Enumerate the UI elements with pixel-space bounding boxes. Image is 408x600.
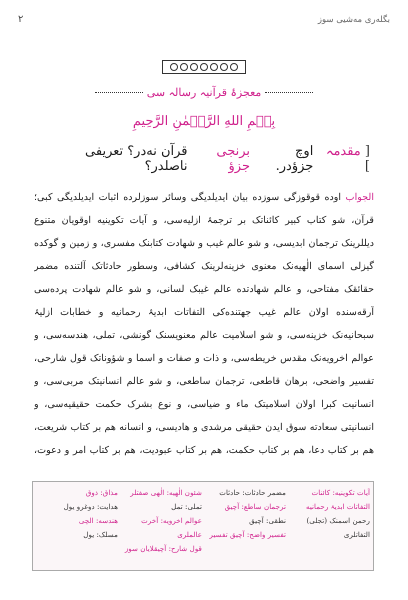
glossary-entry: التفاتات ابدیۂ رحمانیه (306, 502, 370, 511)
glossary-entry: عوالم اخرویه: آخرت عالملری (141, 516, 202, 539)
glossary-box (32, 481, 374, 571)
glossary-entry: هدایت: دوغرو یول (63, 502, 118, 511)
question-line (40, 144, 370, 174)
glossary-entry: مذاق: ذوق (85, 488, 118, 497)
running-title: بگلەری مەشیی سوز (317, 15, 390, 25)
glossary-column (288, 486, 370, 566)
glossary-entry: تملی: تمل (171, 502, 202, 511)
basmala: بِسۡمِ اللهِ الرَّحۡمٰنِ الرَّحِيمِ (132, 114, 276, 129)
page-number: ٢ (18, 14, 24, 25)
glossary-entry: هندسه: الچی (78, 516, 118, 525)
treatise-subtitle: معجزۂ قرآنیہ رسالہ سی (146, 85, 262, 99)
answer-label: الجواب (345, 192, 374, 203)
question-part: قرآن نەدر؟ تعریفی ناصلدر؟ (85, 144, 188, 174)
question-highlight: برنجی جزؤ (216, 144, 250, 174)
section-label: [ مقدمہ ] (317, 144, 370, 174)
glossary-entry: آیات تکوینیه: کائنات (311, 488, 370, 497)
glossary-entry: نطقی: آچیق (249, 516, 286, 525)
glossary-column (120, 486, 202, 566)
running-head (18, 14, 390, 30)
answer-text: اوده قوقوزگی سوزده بیان ایدیلدیگی وسائر سوزلرده اثبات ایدیلدیگی کبی؛ قرآن، شو کتاب کبیر کائناتک بر ترجمۂ ازلیه‌سی، و آیات تکوینیه اوقویان متنوع دیللرینک ترجمان ابدیسی، و شو عالم غیب و شهادت کتابنک مفسری، و زمین و گوکده گیزلی اسمای الٰهیه‌نک معنوی خزینه‌لرینک کشافی، وسطور حادثاتک آلتنده مضمر حقائقک مفتاحی، و عالم شهادتده عالم غیبک لسانی، و شو عالم شهادت پرده‌سی آرقه‌سنده اولان عالم غیب جهتنده‌کی التفاتات ابدیۂ رحمانیه و خطابات ازلیۂ سبحانیه‌نک خزینه‌سی، و شو اسلامیت عالم معنویسنک گونشی، تملی، هندسه‌سی، و عوالم اخرویه‌نک مقدس خریطه‌سی، و ذات و صفات و اسما و شؤوناتک قول شارحی، تفسیر واضحی، برهان قاطعی، ترجمان ساطعی، و شو عالم انسانیتک مربی‌سی، و انسانیت کبرا اولان اسلامیتک ماء و ضیاسی، و نوع بشرک حکمت حقیقیه‌سی، و انسانیتی سعادته سوق ایدن حقیقی مرشدی و هادیسی، و انسانه هم بر کتاب شریعت، هم بر کتاب دعا، هم بر کتاب حکمت، هم بر کتاب عبودیت، هم بر کتاب امر و دعوت، (34, 192, 374, 456)
glossary-column (204, 486, 286, 566)
glossary-entry: تفسیر واضح: آچیق تفسیر (209, 530, 286, 539)
glossary-entry: ترجمان ساطع: آچیق (224, 502, 286, 511)
dotted-rule (265, 92, 313, 93)
glossary-column (36, 486, 118, 566)
ornament-banner (162, 60, 246, 74)
glossary-entry: التفاتلری (343, 530, 370, 539)
glossary-entry: مضمر حادثات: حادثات (219, 488, 286, 497)
body-paragraph (34, 186, 374, 462)
glossary-entry: مسلک: یول (83, 530, 118, 539)
glossary-entry: رحمن اسمنک (تجلی) (306, 516, 370, 525)
dotted-rule (95, 92, 143, 93)
subtitle-row (95, 84, 313, 100)
question-part: اوچ جزؤدر. (275, 144, 314, 174)
glossary-entry: شئون الٰهیه: الٰهی صفتلر (130, 488, 202, 497)
glossary-entry: قول شارح: آچیقلایان سوز (124, 544, 202, 553)
